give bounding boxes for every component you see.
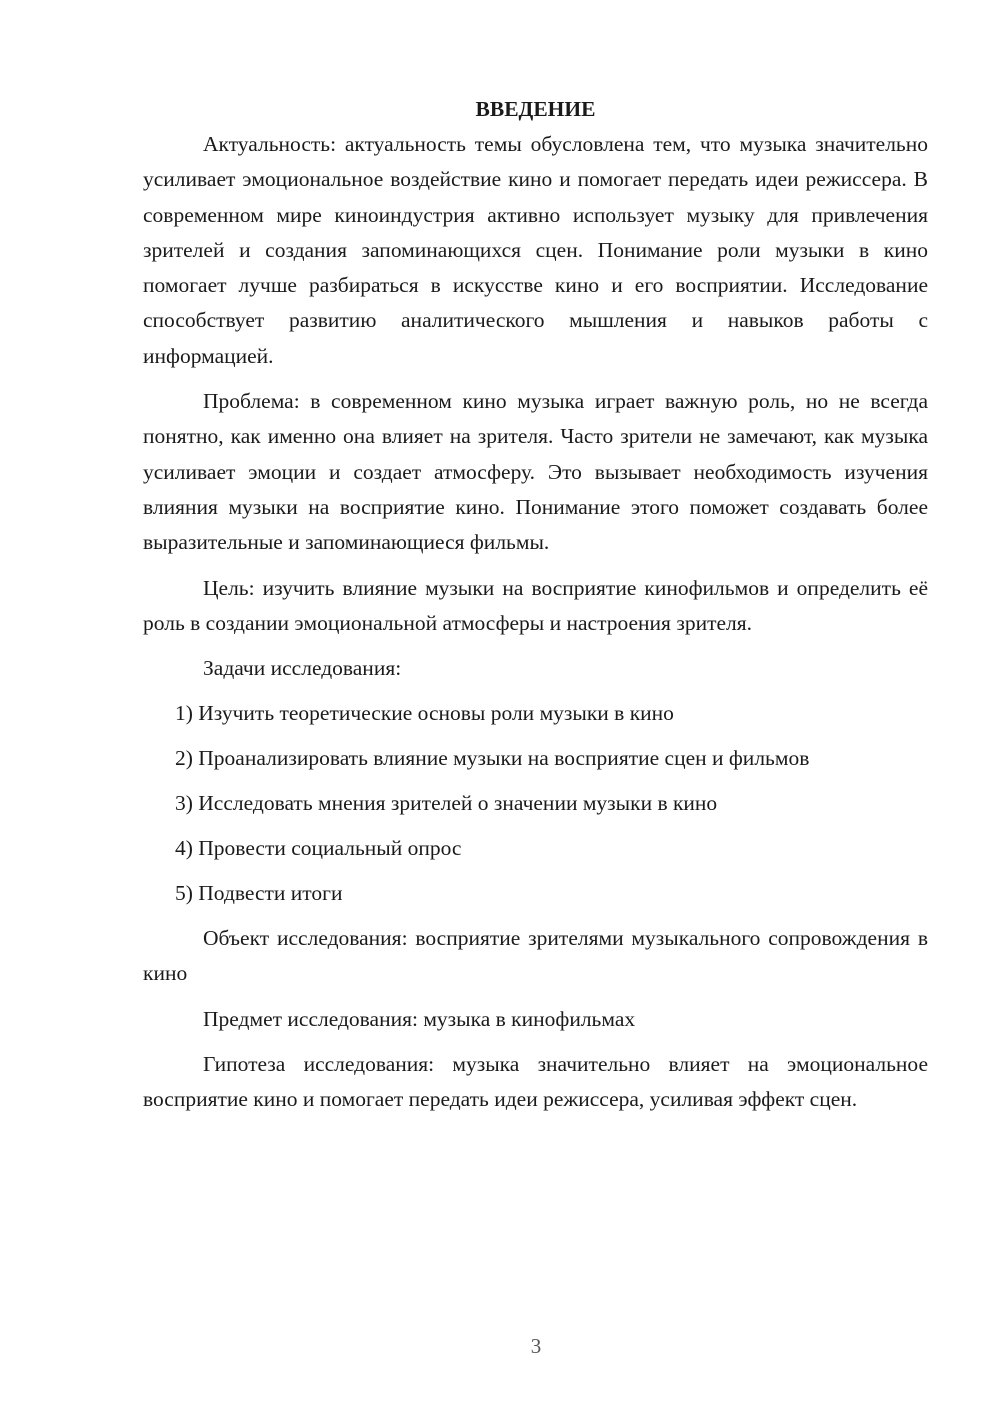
list-item: 2) Проанализировать влияние музыки на восприятие сцен и фильмов: [175, 746, 810, 771]
page-number: 3: [530, 1334, 542, 1358]
tasks-heading: Задачи исследования:: [203, 656, 402, 681]
goal-paragraph: Цель: изучить влияние музыки на восприятие кинофильмов и определить её роль в создании эмоциональной атмосферы и настроения зрителя.: [143, 575, 928, 635]
section-title: ВВЕДЕНИЕ: [475, 97, 596, 121]
list-item: 3) Исследовать мнения зрителей о значении музыки в кино: [175, 791, 718, 816]
hypothesis-paragraph: Гипотеза исследования: музыка значительно влияет на эмоциональное восприятие кино и помогает передать идеи режиссера, усиливая эффект сцен.: [143, 1051, 928, 1112]
relevance-paragraph: Актуальность: актуальность темы обусловлена тем, что музыка значительно усиливает эмоциональное воздействие кино и помогает передать идеи режиссера. В современном мире киноиндустрия активно использует музыку для привлечения зрителей и создания запоминающихся сцен. Понимание роли музыки в кино помогает лучше разбираться в искусстве кино и его восприятии. Исследование способствует развитию аналитического мышления и навыков работы с информацией.: [143, 132, 928, 368]
subject-paragraph: Предмет исследования: музыка в кинофильмах: [203, 1006, 636, 1031]
list-item: 4) Провести социальный опрос: [175, 836, 462, 861]
object-paragraph: Объект исследования: восприятие зрителями музыкального сопровождения в кино: [143, 926, 928, 986]
tasks-list: [143, 696, 928, 911]
document-page: [143, 92, 928, 1127]
list-item: 5) Подвести итоги: [175, 881, 343, 906]
problem-paragraph: Проблема: в современном кино музыка играет важную роль, но не всегда понятно, как именно она влияет на зрителя. Часто зрители не замечают, как музыка усиливает эмоции и создает атмосферу. Это вызывает необходимость изучения влияния музыки на восприятие кино. Понимание этого поможет создавать более выразительные и запоминающиеся фильмы.: [143, 389, 928, 555]
list-item: 1) Изучить теоретические основы роли музыки в кино: [175, 701, 674, 726]
